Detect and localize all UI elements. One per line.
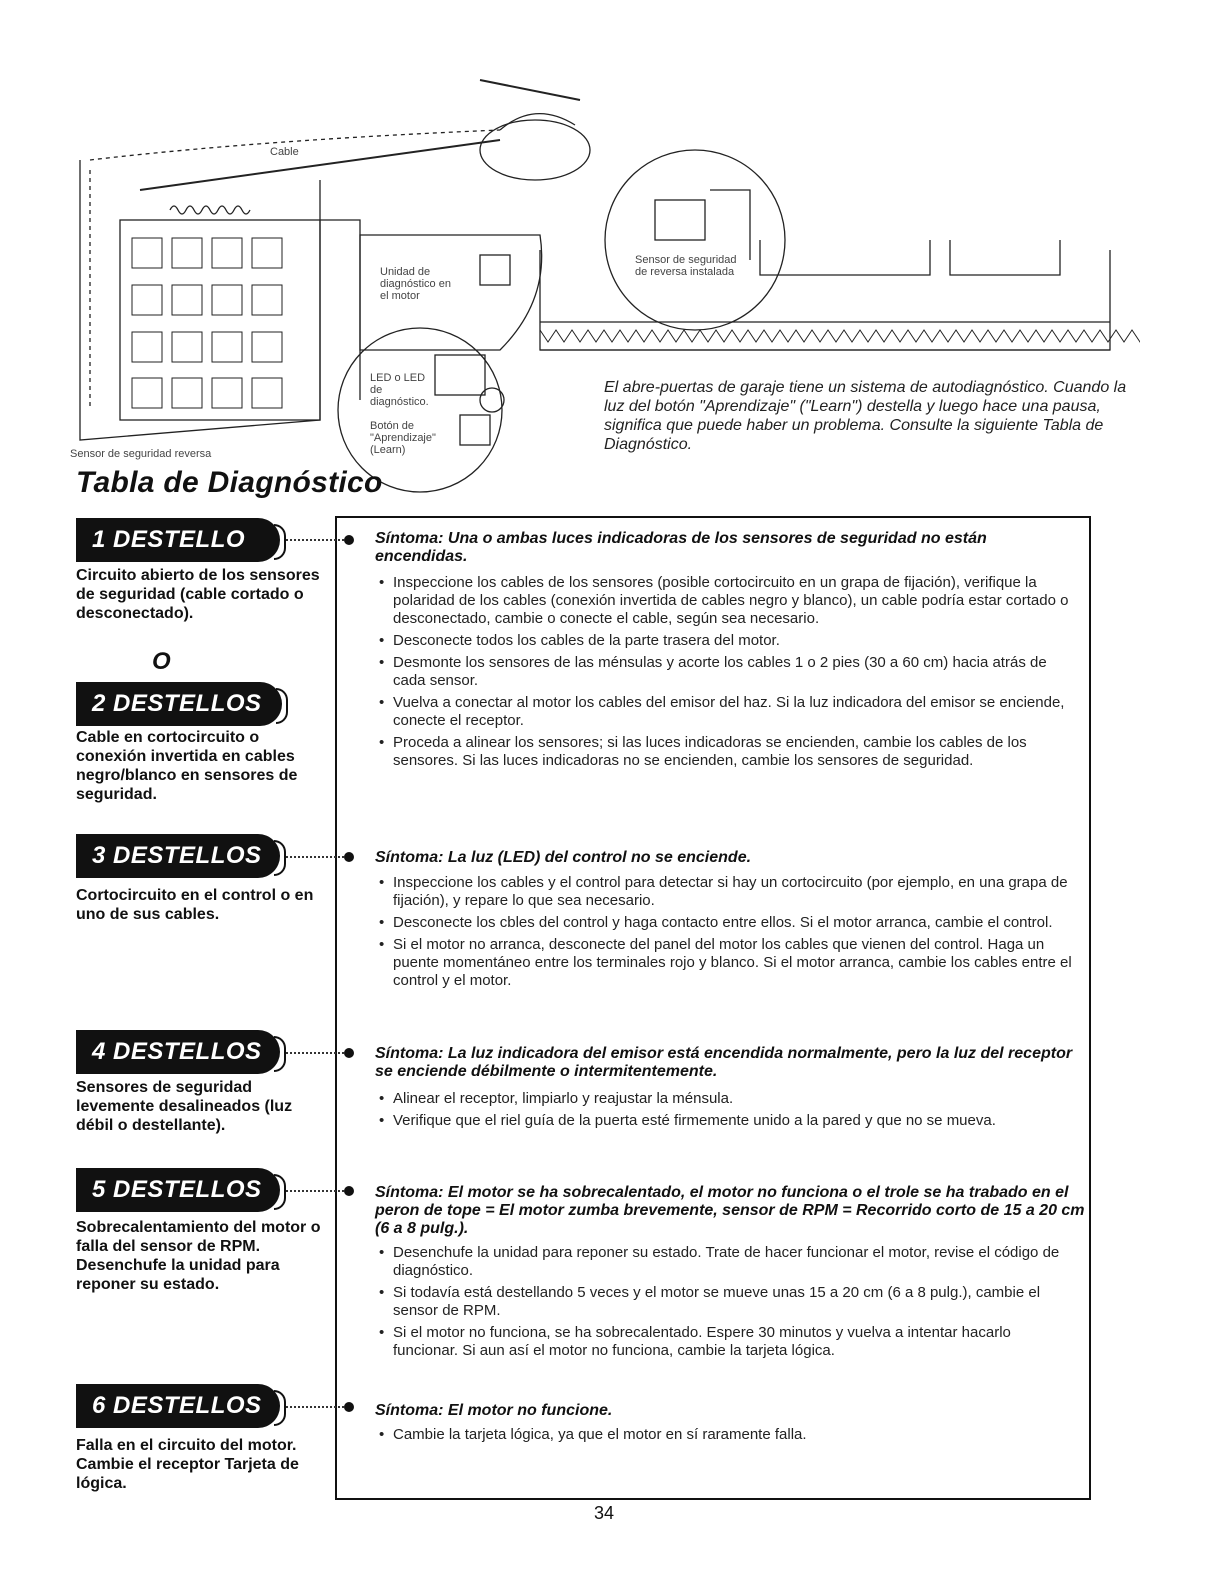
list-item: • Desmonte los sensores de las ménsulas y acorte los cables 1 o 2 pies (30 a 60 cm) hacia atrás de cada sensor. <box>375 654 1080 690</box>
flash-4-symptom: Síntoma: La luz indicadora del emisor está encendida normalmente, pero la luz del receptor se enciende débilmente o intermitentemente. <box>375 1045 1073 1080</box>
list-item: • Inspeccione los cables de los sensores (posible cortocircuito en un grapa de fijación), verifique la polaridad de los cables (conexión invertida de cables negro y blanco), un cable podría estar cortado o desconectado, cambie o conecte el cable, según sea necesario. <box>375 574 1080 628</box>
list-item: • Proceda a alinear los sensores; si las luces indicadoras se encienden, cambie los cables de los sensores. Si las luces indicadoras no se encienden, cambie los sensores de seguridad. <box>375 734 1080 770</box>
flash-1-leader <box>286 539 348 541</box>
page-number: 34 <box>594 1503 615 1523</box>
flash-1-bullet <box>344 535 354 545</box>
flash-3-steps <box>375 874 1080 994</box>
flash-4-badge: 4 DESTELLOS <box>76 1030 280 1074</box>
flash-3-condition: Cortocircuito en el control o en uno de sus cables. <box>76 887 314 923</box>
flash-5-leader <box>286 1190 348 1192</box>
flash-5-badge: 5 DESTELLOS <box>76 1168 280 1212</box>
flash-3-symptom: Síntoma: La luz (LED) del control no se enciende. <box>375 849 752 866</box>
list-item: • Alinear el receptor, limpiarlo y reajustar la ménsula. <box>375 1090 1080 1108</box>
page-title: Tabla de Diagnóstico <box>76 466 383 499</box>
flash-4-bullet <box>344 1048 354 1058</box>
flash-2-condition: Cable en cortocircuito o conexión invertida en cables negro/blanco en sensores de seguridad. <box>76 729 298 803</box>
list-item: • Cambie la tarjeta lógica, ya que el motor en sí raramente falla. <box>375 1426 1080 1444</box>
flash-6-leader <box>286 1406 348 1408</box>
flash-1-badge: 1 DESTELLO <box>76 518 280 562</box>
list-item: • Si el motor no arranca, desconecte del panel del motor los cables que vienen del control. Haga un puente momentáneo entre los terminales rojo y blanco. Si el motor arranca, cambie los cables entre el control y el motor. <box>375 936 1080 990</box>
flash-4-leader <box>286 1052 348 1054</box>
list-item: • Desconecte todos los cables de la parte trasera del motor. <box>375 632 1080 650</box>
flash-1-steps <box>375 574 1080 774</box>
flash-6-bullet <box>344 1402 354 1412</box>
list-item: • Si todavía está destellando 5 veces y el motor se mueve unas 15 a 20 cm (6 a 8 pulg.), cambie el sensor de RPM. <box>375 1284 1080 1320</box>
installed-sensor-label: Sensor de seguridad de reversa instalada <box>635 254 737 278</box>
led-label: LED o LED de diagnóstico. <box>370 372 429 408</box>
reverse-sensor-label: Sensor de seguridad reversa <box>70 448 212 460</box>
flash-5-condition: Sobrecalentamiento del motor o falla del sensor de RPM. Desenchufe la unidad para reponer su estado. <box>76 1219 321 1293</box>
flash-6-badge: 6 DESTELLOS <box>76 1384 280 1428</box>
flash-2-badge: 2 DESTELLOS <box>76 682 282 726</box>
flash-6-steps <box>375 1426 1080 1448</box>
flash-5-steps <box>375 1244 1080 1364</box>
or-separator: O <box>152 648 171 675</box>
list-item: • Verifique que el riel guía de la puerta esté firmemente unido a la pared y que no se mueva. <box>375 1112 1080 1130</box>
list-item: • Desenchufe la unidad para reponer su estado. Trate de hacer funcionar el motor, revise el código de diagnóstico. <box>375 1244 1080 1280</box>
list-item: • Desconecte los cbles del control y haga contacto entre ellos. Si el motor arranca, cambie el control. <box>375 914 1080 932</box>
learn-button-label: Botón de "Aprendizaje" (Learn) <box>370 420 436 456</box>
cable-label: Cable <box>270 146 299 158</box>
flash-3-bullet <box>344 852 354 862</box>
diagnostic-unit-label: Unidad de diagnóstico en el motor <box>380 266 451 302</box>
flash-6-symptom: Síntoma: El motor no funcione. <box>375 1402 613 1419</box>
flash-1-symptom: Síntoma: Una o ambas luces indicadoras de los sensores de seguridad no están encendidas. <box>375 530 987 565</box>
flash-4-steps <box>375 1090 1080 1134</box>
flash-6-condition: Falla en el circuito del motor. Cambie el receptor Tarjeta de lógica. <box>76 1437 299 1492</box>
intro-paragraph: El abre-puertas de garaje tiene un sistema de autodiagnóstico. Cuando la luz del botón "Aprendizaje" ("Learn") destella y luego hace una pausa, significa que puede haber un problema. Consulte la siguiente Tabla de Diagnóstico. <box>604 379 1127 453</box>
flash-3-leader <box>286 856 348 858</box>
flash-5-bullet <box>344 1186 354 1196</box>
list-item: • Vuelva a conectar al motor los cables del emisor del haz. Si la luz indicadora del emisor se enciende, conecte el receptor. <box>375 694 1080 730</box>
list-item: • Si el motor no funciona, se ha sobrecalentado. Espere 30 minutos y vuelva a intentar hacarlo funcionar. Si aun así el motor no funciona, cambie la tarjeta lógica. <box>375 1324 1080 1360</box>
flash-4-condition: Sensores de seguridad levemente desalineados (luz débil o destellante). <box>76 1079 293 1134</box>
flash-1-condition: Circuito abierto de los sensores de seguridad (cable cortado o desconectado). <box>76 567 320 622</box>
flash-3-badge: 3 DESTELLOS <box>76 834 280 878</box>
flash-5-symptom: Síntoma: El motor se ha sobrecalentado, el motor no funciona o el trole se ha trabado en el peron de tope = El motor zumba brevemente, sensor de RPM = Recorrido corto de 15 a 20 cm (6 a 8 pulg.). <box>375 1184 1085 1237</box>
list-item: • Inspeccione los cables y el control para detectar si hay un cortocircuito (por ejemplo, en una grapa de fijación), y repare lo que sea necesario. <box>375 874 1080 910</box>
